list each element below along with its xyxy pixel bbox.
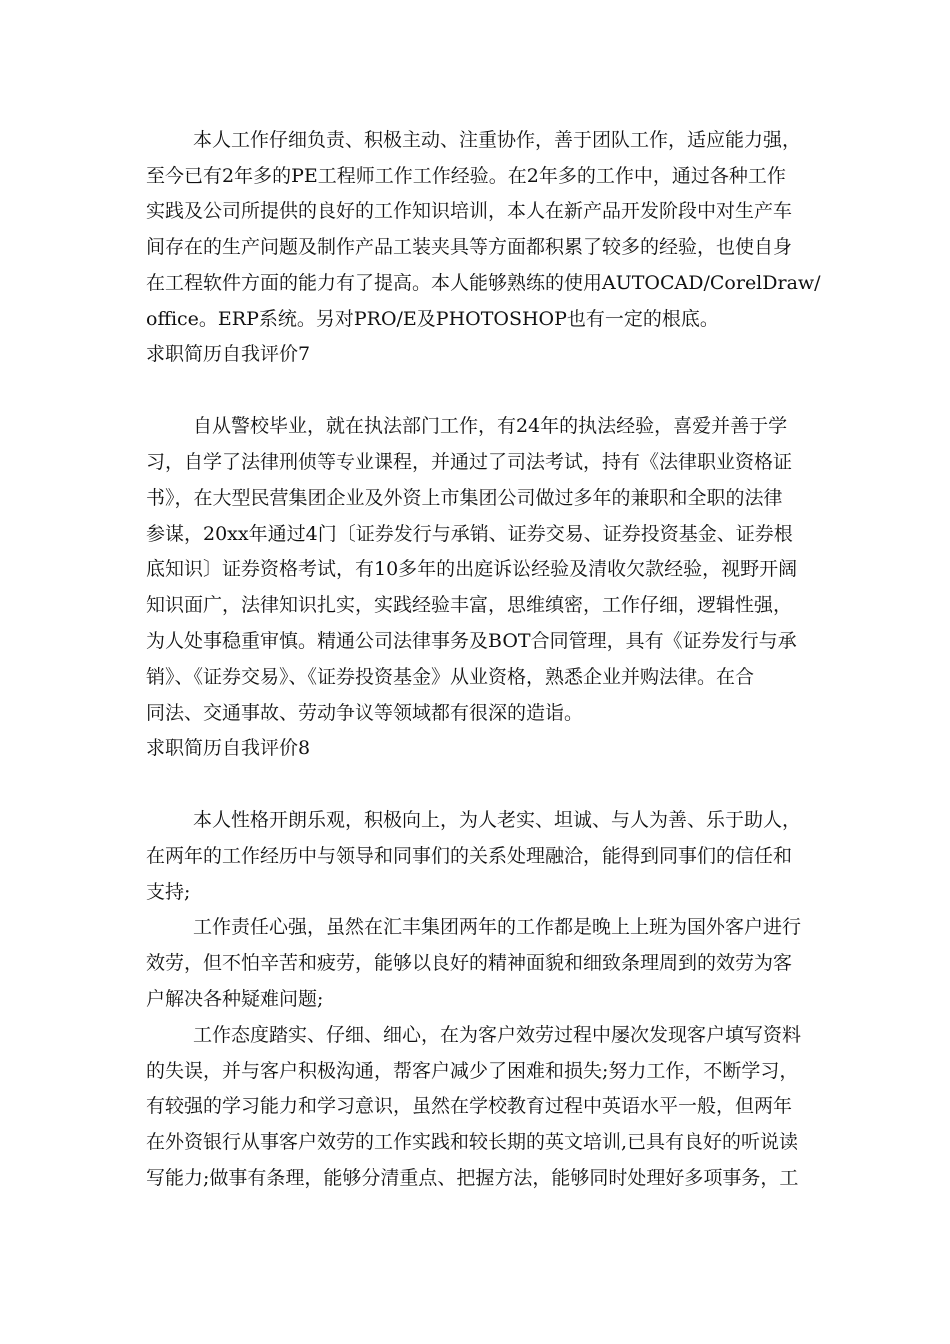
paragraph-5-line-2: 的失误，并与客户积极沟通，帮客户减少了困难和损失;努力工作，不断学习， xyxy=(146,1060,799,1082)
paragraph-2-line-9: 同法、交通事故、劳动争议等领域都有很深的造诣。 xyxy=(146,702,584,724)
paragraph-4-line-2: 效劳，但不怕辛苦和疲劳，能够以良好的精神面貌和细致条理周到的效劳为客 xyxy=(146,952,793,974)
section-heading-7: 求职简历自我评价7 xyxy=(146,343,311,365)
paragraph-5-line-5: 写能力;做事有条理，能够分清重点、把握方法，能够同时处理好多项事务，工 xyxy=(146,1167,799,1189)
paragraph-3-line-1: 本人性格开朗乐观，积极向上，为人老实、坦诚、与人为善、乐于助人， xyxy=(193,809,802,831)
paragraph-2-line-8: 销》、《证券交易》、《证券投资基金》从业资格，熟悉企业并购法律。在合 xyxy=(146,666,755,688)
paragraph-2-line-4: 参谋，20xx年通过4门〔证券发行与承销、证券交易、证券投资基金、证券根 xyxy=(146,523,793,545)
paragraph-4-line-1: 工作责任心强，虽然在汇丰集团两年的工作都是晚上上班为国外客户进行 xyxy=(193,916,802,938)
paragraph-2-line-1: 自从警校毕业，就在执法部门工作，有24年的执法经验，喜爱并善于学 xyxy=(193,415,788,437)
section-heading-8: 求职简历自我评价8 xyxy=(146,737,311,759)
paragraph-4-line-3: 户解决各种疑难问题; xyxy=(146,988,324,1010)
paragraph-2-line-5: 底知识〕证券资格考试，有10多年的出庭诉讼经验及清收欠款经验，视野开阔 xyxy=(146,558,798,580)
paragraph-5-line-4: 在外资银行从事客户效劳的工作实践和较长期的英文培训,已具有良好的听说读 xyxy=(146,1131,799,1153)
paragraph-5-line-1: 工作态度踏实、仔细、细心，在为客户效劳过程中屡次发现客户填写资料 xyxy=(193,1024,802,1046)
paragraph-1-line-3: 实践及公司所提供的良好的工作知识培训，本人在新产品开发阶段中对生产车 xyxy=(146,200,793,222)
paragraph-1-line-1: 本人工作仔细负责、积极主动、注重协作，善于团队工作，适应能力强， xyxy=(193,129,802,151)
paragraph-2-line-2: 习，自学了法律刑侦等专业课程，并通过了司法考试，持有《法律职业资格证 xyxy=(146,451,793,473)
paragraph-3-line-2: 在两年的工作经历中与领导和同事们的关系处理融洽，能得到同事们的信任和 xyxy=(146,845,793,867)
paragraph-2-line-3: 书》，在大型民营集团企业及外资上市集团公司做过多年的兼职和全职的法律 xyxy=(146,487,783,509)
paragraph-2-line-7: 为人处事稳重审慎。精通公司法律事务及BOT合同管理，具有《证券发行与承 xyxy=(146,630,797,652)
paragraph-5-line-3: 有较强的学习能力和学习意识，虽然在学校教育过程中英语水平一般，但两年 xyxy=(146,1095,793,1117)
paragraph-1-line-2: 至今已有2年多的PE工程师工作工作经验。在2年多的工作中，通过各种工作 xyxy=(146,165,786,187)
paragraph-1-line-4: 间存在的生产问题及制作产品工装夹具等方面都积累了较多的经验，也使自身 xyxy=(146,236,793,258)
paragraph-1-line-6: office。ERP系统。另对PRO/E及PHOTOSHOP也有一定的根底。 xyxy=(146,308,719,330)
paragraph-3-line-3: 支持; xyxy=(146,881,191,903)
paragraph-1-line-5: 在工程软件方面的能力有了提高。本人能够熟练的使用AUTOCAD/CorelDraw/ xyxy=(146,272,821,294)
paragraph-2-line-6: 知识面广，法律知识扎实，实践经验丰富，思维缜密，工作仔细，逻辑性强， xyxy=(146,594,793,616)
